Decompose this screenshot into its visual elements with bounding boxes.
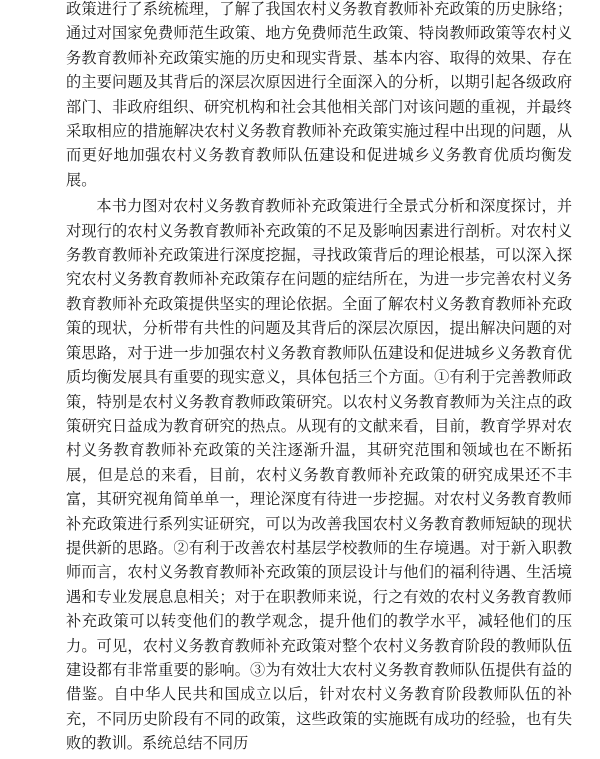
body-paragraph-2: 本书力图对农村义务教育教师补充政策进行全景式分析和深度探讨，并对现行的农村义务教育教师补充政策的不足及影响因素进行剖析。对农村义务教育教师补充政策进行深度挖掘，寻找政策背后的理论根基，可以深入探究农村义务教育教师补充政策存在问题的症结所在，为进一步完善农村义务教育教师补充政策提供坚实的理论依据。全面了解农村义务教育教师补充政策的现状，分析带有共性的问题及其背后的深层次原因，提出解决问题的对策思路，对于进一步加强农村义务教育教师队伍建设和促进城乡义务教育优质均衡发展具有重要的现实意义，具体包括三个方面。①有利于完善教师政策，特别是农村义务教育教师政策研究。以农村义务教育教师为关注点的政策研究日益成为教育研究的热点。从现有的文献来看，目前，教育学界对农村义务教育教师补充政策的关注逐渐升温，其研究范围和领域也在不断拓展，但是总的来看，目前，农村义务教育教师补充政策的研究成果还不丰富，其研究视角简单单一，理论深度有待进一步挖掘。对农村义务教育教师补充政策进行系列实证研究，可以为改善我国农村义务教育教师短缺的现状提供新的思路。②有利于改善农村基层学校教师的生存境遇。对于新入职教师而言，农村义务教育教师补充政策的顶层设计与他们的福利待遇、生活境遇和专业发展息息相关；对于在职教师来说，行之有效的农村义务教育教师补充政策可以转变他们的教学观念，提升他们的教学水平，减轻他们的压力。可见，农村义务教育教师补充政策对整个农村义务教育阶段的教师队伍建设都有非常重要的影响。③为有效壮大农村义务教育教师队伍提供有益的借鉴。自中华人民共和国成立以后，针对农村义务教育阶段教师队伍的补充，不同历史阶段有不同的政策，这些政策的实施既有成功的经验，也有失败的教训。系统总结不同历 — [66, 197, 572, 753]
body-paragraph-1: 政策进行了系统梳理，了解了我国农村义务教育教师补充政策的历史脉络；通过对国家免费师范生政策、地方免费师范生政策、特岗教师政策等农村义务教育教师补充政策实施的历史和现实背景、基本内容、取得的效果、存在的主要问题及其背后的深层次原因进行全面深入的分析，以期引起各级政府部门、非政府组织、研究机构和社会其他相关部门对该问题的重视，并最终采取相应的措施解决农村义务教育教师补充政策实施过程中出现的问题，从而更好地加强农村义务教育教师队伍建设和促进城乡义务教育优质均衡发展。 — [66, 0, 572, 189]
